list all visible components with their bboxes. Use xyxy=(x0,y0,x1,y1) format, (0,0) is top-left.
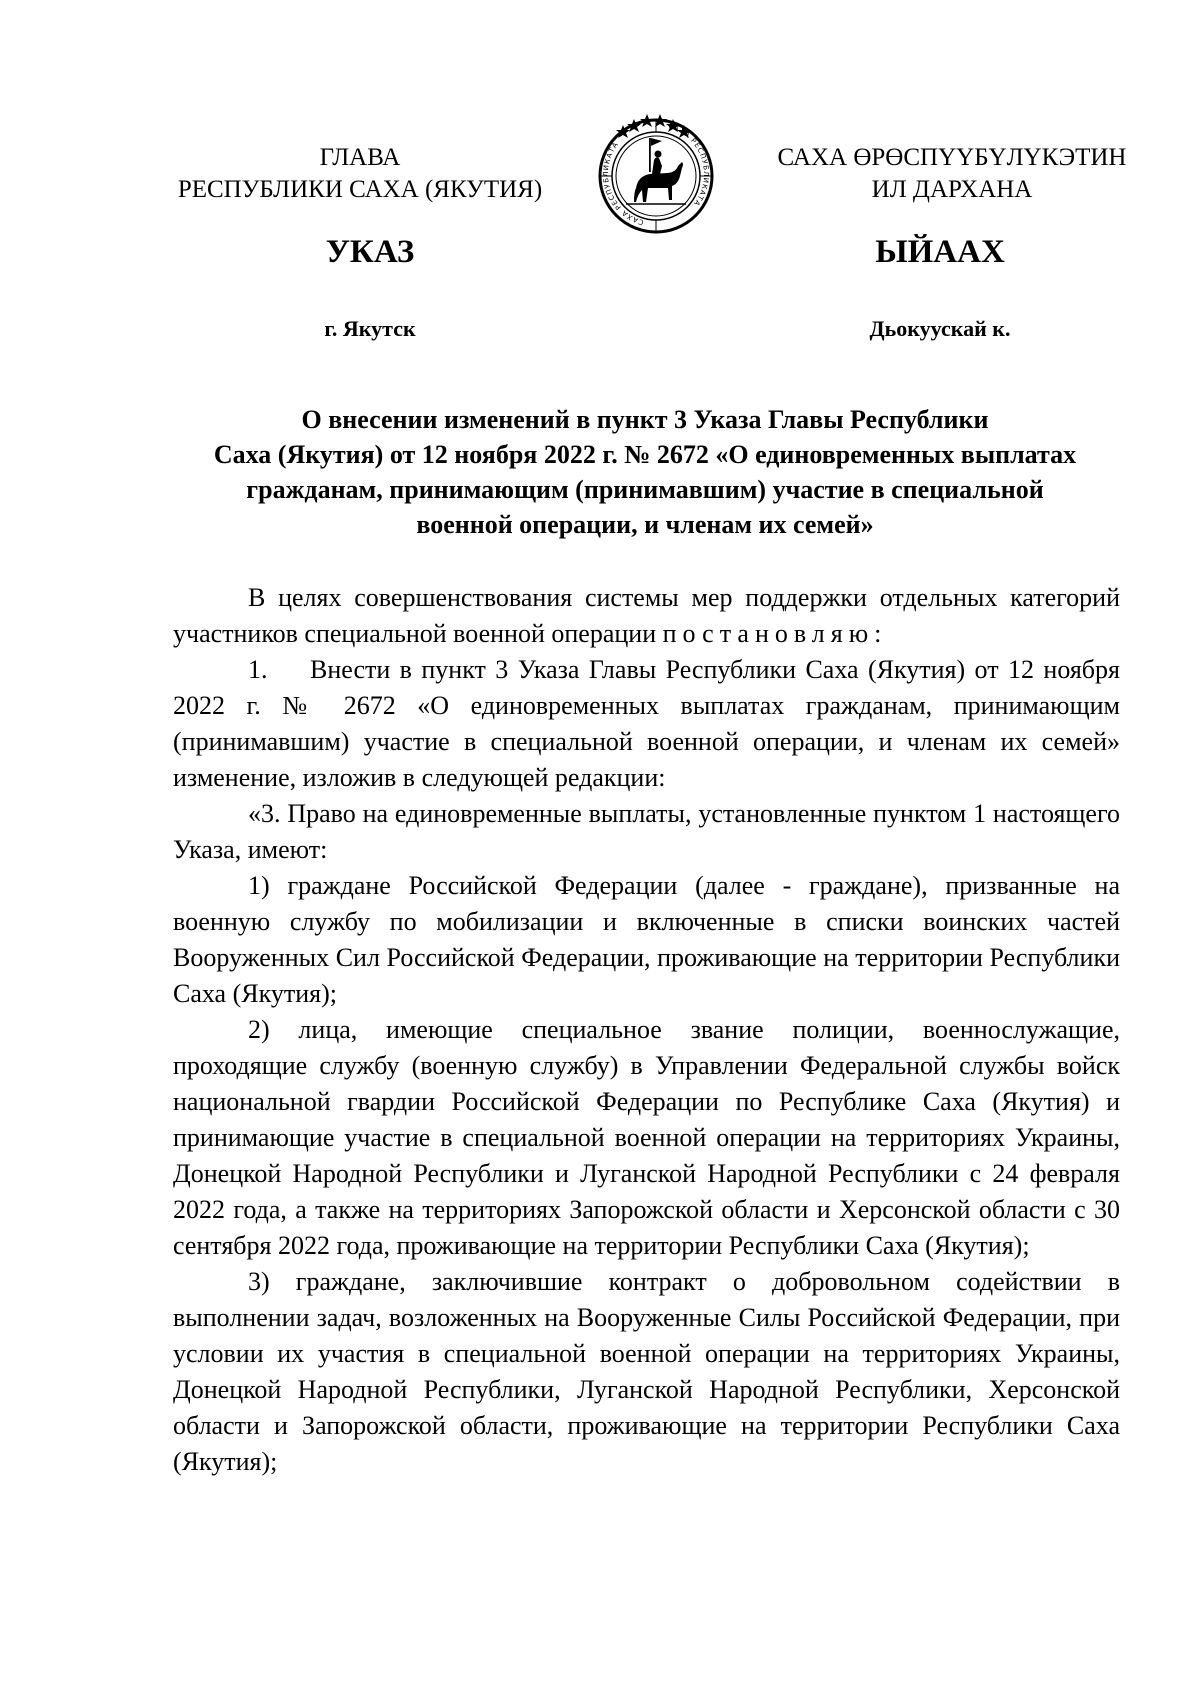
clause-1-paragraph xyxy=(173,652,1120,796)
decree-word: постановляю: xyxy=(662,619,888,648)
title-line-1: О внесении изменений в пункт 3 Указа Главы Республики xyxy=(301,405,989,434)
clause-1-text: Внести в пункт 3 Указа Главы Республики Саха (Якутия) от 12 ноября 2022 г. № 2672 «О единовременных выплатах гражданам, принимающим (принимавшим) участие в специальной военной операции, и членам их семей» изменение, изложив в следующей редакции: xyxy=(173,655,1120,792)
document-body xyxy=(173,580,1120,1480)
title-line-4: военной операции, и членам их семей» xyxy=(416,510,874,539)
title-line-3: гражданам, принимающим (принимавшим) участие в специальной xyxy=(246,475,1044,504)
issuer-line-1: ГЛАВА xyxy=(319,144,401,171)
preamble-paragraph xyxy=(173,580,1120,652)
title-line-2: Саха (Якутия) от 12 ноября 2022 г. № 2672 «О единовременных выплатах xyxy=(213,440,1077,469)
document-type-ru: УКАЗ xyxy=(325,234,415,270)
city-ru: г. Якутск xyxy=(324,316,416,341)
svg-text:САХА РЕСПУБЛИКАТА: САХА РЕСПУБЛИКАТА xyxy=(667,121,711,208)
preamble-text: В целях совершенствования системы мер поддержки отдельных категорий участников специальной военной операции xyxy=(173,583,1120,648)
city-sakha: Дьокуускай к. xyxy=(869,316,1011,341)
document-type-sakha: ЫЙААХ xyxy=(875,234,1005,270)
amendment-intro-paragraph: «3. Право на единовременные выплаты, установленные пунктом 1 настоящего Указа, имеют: xyxy=(173,799,1120,864)
issuer-line-1-sakha: САХА ӨРӨСПҮҮБҮЛҮКЭТИН xyxy=(777,144,1127,171)
issuer-line-2: РЕСПУБЛИКИ САХА (ЯКУТИЯ) xyxy=(177,176,543,203)
subclause-3-paragraph: 3) граждане, заключившие контракт о добровольном содействии в выполнении задач, возложенных на Вооруженные Силы Российской Федерации, при условии их участия в специальной военной операции на территориях Украины, Донецкой Народной Республики, Луганской Народной Республики, Херсонской области и Запорожской области, проживающие на территории Республики Саха (Якутия); xyxy=(173,1267,1120,1476)
coat-of-arms-icon xyxy=(592,110,720,238)
subclause-2-paragraph: 2) лица, имеющие специальное звание полиции, военнослужащие, проходящие службу (военную службу) в Управлении Федеральной службы войск национальной гвардии Российской Федерации по Республике Саха (Якутия) и принимающие участие в специальной военной операции на территориях Украины, Донецкой Народной Республики и Луганской Народной Республики с 24 февраля 2022 года, а также на территориях Запорожской области и Херсонской области с 30 сентября 2022 года, проживающие на территории Республики Саха (Якутия); xyxy=(173,1015,1120,1260)
issuer-line-2-sakha: ИЛ ДАРХАНА xyxy=(871,176,1033,203)
svg-text:САХА РЕСПУБЛИКАТА: САХА РЕСПУБЛИКАТА xyxy=(601,140,645,227)
document-title xyxy=(150,402,1140,542)
issuer-header-ru xyxy=(150,142,570,206)
subclause-1-paragraph: 1) граждане Российской Федерации (далее - граждане), призванные на военную службу по мобилизации и включенные в списки воинских частей Вооруженных Сил Российской Федерации, проживающие на территории Республики Саха (Якутия); xyxy=(173,871,1120,1008)
clause-number: 1. xyxy=(248,655,268,684)
issuer-header-sakha xyxy=(752,142,1152,206)
